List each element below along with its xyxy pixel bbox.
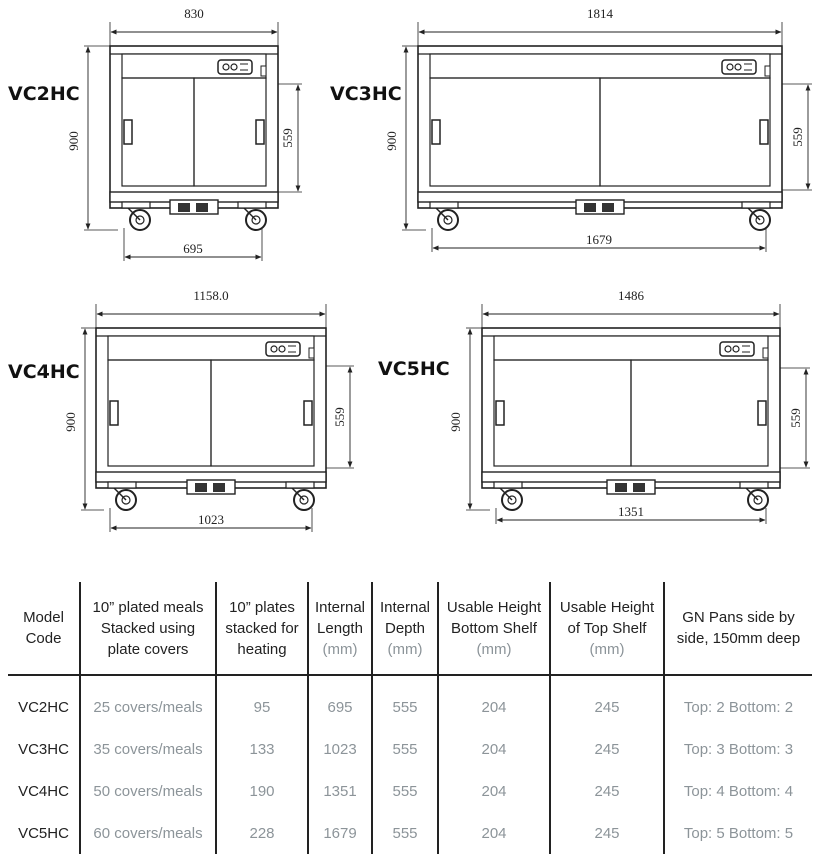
table-row <box>8 812 812 854</box>
height-label: 900 <box>63 412 78 432</box>
table-cell: 245 <box>550 728 664 770</box>
height-label: 900 <box>384 131 399 151</box>
table-cell: 245 <box>550 770 664 812</box>
table-cell: Top: 5 Bottom: 5 <box>664 812 812 854</box>
table-cell: 204 <box>438 770 550 812</box>
header-unit: (mm) <box>476 640 512 658</box>
internal-length-label: 1023 <box>198 512 224 527</box>
table-row <box>8 770 812 812</box>
door-handle-icon <box>760 120 768 144</box>
right-door <box>194 78 266 186</box>
table-cell: 133 <box>216 728 308 770</box>
left-door <box>122 78 194 186</box>
height-label: 900 <box>448 412 463 432</box>
table-cell: 204 <box>438 728 550 770</box>
door-handle-icon <box>304 401 312 425</box>
table-cell: VC2HC <box>18 698 69 716</box>
column-header <box>216 582 308 675</box>
table-header-row <box>8 582 812 675</box>
height-label: 900 <box>66 131 81 151</box>
control-panel <box>430 54 770 78</box>
model-label: VC5HC <box>378 358 450 380</box>
header-text: plate covers <box>107 640 189 658</box>
column-header <box>372 582 438 675</box>
header-text: 10” plates <box>229 598 295 616</box>
socket-icon <box>178 203 190 212</box>
column-header <box>308 582 372 675</box>
model-label: VC3HC <box>330 83 402 105</box>
caster-mount <box>742 202 770 208</box>
header-text: stacked for <box>225 619 299 637</box>
door-handle-icon <box>758 401 766 425</box>
table-cell: 555 <box>372 812 438 854</box>
internal-height-label: 559 <box>332 407 347 427</box>
table-cell: 204 <box>438 686 550 728</box>
table-cell: 228 <box>216 812 308 854</box>
door-handle-icon <box>496 401 504 425</box>
table-cell: 60 covers/meals <box>80 812 216 854</box>
table-cell: 1351 <box>308 770 372 812</box>
left-door <box>430 78 600 186</box>
caster-mount <box>122 202 150 208</box>
table-cell: 1679 <box>308 812 372 854</box>
socket-icon <box>213 483 225 492</box>
table-cell: 50 covers/meals <box>80 770 216 812</box>
column-header <box>438 582 550 675</box>
socket-icon <box>615 483 627 492</box>
table-cell: VC5HC <box>18 824 69 842</box>
table-cell: VC4HC <box>18 782 69 800</box>
indicator-icon <box>309 348 314 358</box>
right-door <box>631 360 768 466</box>
header-text: Code <box>25 630 62 647</box>
table-cell: 95 <box>216 686 308 728</box>
table-cell: Top: 2 Bottom: 2 <box>664 686 812 728</box>
door-handle-icon <box>432 120 440 144</box>
model-label: VC4HC <box>8 361 80 383</box>
table-row <box>8 686 812 728</box>
caster-mount <box>430 202 458 208</box>
table-cell: Top: 3 Bottom: 3 <box>664 728 812 770</box>
internal-height-label: 559 <box>790 127 805 147</box>
table-cell: 695 <box>308 686 372 728</box>
header-text: Length <box>317 619 363 637</box>
table-cell: 1023 <box>308 728 372 770</box>
header-unit: (mm) <box>322 640 358 658</box>
vc2hc-drawing <box>8 6 302 261</box>
caster-mount <box>494 482 522 488</box>
header-text: side, 150mm deep <box>676 630 801 647</box>
overall-width-label: 1158.0 <box>193 288 229 303</box>
power-unit-icon <box>170 200 218 214</box>
header-text: heating <box>237 640 287 658</box>
socket-icon <box>196 203 208 212</box>
socket-icon <box>195 483 207 492</box>
door-handle-icon <box>110 401 118 425</box>
table-cell: 35 covers/meals <box>80 728 216 770</box>
table-row <box>8 728 812 770</box>
table-cell: VC3HC <box>18 740 69 758</box>
header-text: Internal <box>314 598 366 616</box>
overall-width-label: 1486 <box>618 288 644 303</box>
internal-length-label: 1351 <box>618 504 644 519</box>
indicator-icon <box>765 66 770 76</box>
table-cell: 190 <box>216 770 308 812</box>
socket-icon <box>602 203 614 212</box>
table-cell: 555 <box>372 770 438 812</box>
caster-mount <box>238 202 266 208</box>
vc4hc-drawing <box>8 288 354 532</box>
table-cell: 204 <box>438 812 550 854</box>
caster-mount <box>108 482 136 488</box>
header-unit: (mm) <box>387 640 423 658</box>
internal-height-label: 559 <box>280 128 295 148</box>
overall-width-label: 1814 <box>587 6 613 21</box>
door-handle-icon <box>124 120 132 144</box>
header-text: of Top Shelf <box>567 619 647 637</box>
overall-width-label: 830 <box>184 6 204 21</box>
column-header <box>664 582 812 675</box>
header-text: Bottom Shelf <box>451 619 537 637</box>
internal-length-label: 1679 <box>586 232 612 247</box>
power-unit-icon <box>576 200 624 214</box>
table-spacer-row <box>8 675 812 686</box>
column-header <box>550 582 664 675</box>
header-text: 10” plated meals <box>92 598 204 616</box>
power-unit-icon <box>607 480 655 494</box>
internal-height-label: 559 <box>788 408 803 428</box>
header-text: Usable Height <box>559 598 655 616</box>
table-cell: 25 covers/meals <box>80 686 216 728</box>
model-label: VC2HC <box>8 83 80 105</box>
caster-mount <box>740 482 768 488</box>
door-handle-icon <box>256 120 264 144</box>
vc5hc-drawing <box>378 288 810 524</box>
left-door <box>494 360 631 466</box>
internal-length-label: 695 <box>183 241 203 256</box>
socket-icon <box>584 203 596 212</box>
table-cell: Top: 4 Bottom: 4 <box>664 770 812 812</box>
right-door <box>211 360 314 466</box>
header-text: Model <box>23 609 64 626</box>
table-cell: 555 <box>372 686 438 728</box>
table-cell: 555 <box>372 728 438 770</box>
power-unit-icon <box>187 480 235 494</box>
socket-icon <box>633 483 645 492</box>
table-cell: 245 <box>550 812 664 854</box>
header-text: Internal <box>379 598 431 616</box>
table-body <box>8 675 812 854</box>
vc3hc-drawing <box>330 6 812 252</box>
header-text: GN Pans side by <box>682 609 795 626</box>
header-text: Depth <box>384 619 426 637</box>
header-text: Stacked using <box>100 619 196 637</box>
spec-table <box>8 582 812 854</box>
right-door <box>600 78 770 186</box>
header-text: Usable Height <box>446 598 542 616</box>
column-header <box>80 582 216 675</box>
indicator-icon <box>261 66 266 76</box>
table-cell: 245 <box>550 686 664 728</box>
header-unit: (mm) <box>589 640 625 658</box>
left-door <box>108 360 211 466</box>
column-header <box>8 582 80 675</box>
indicator-icon <box>763 348 768 358</box>
caster-mount <box>286 482 314 488</box>
